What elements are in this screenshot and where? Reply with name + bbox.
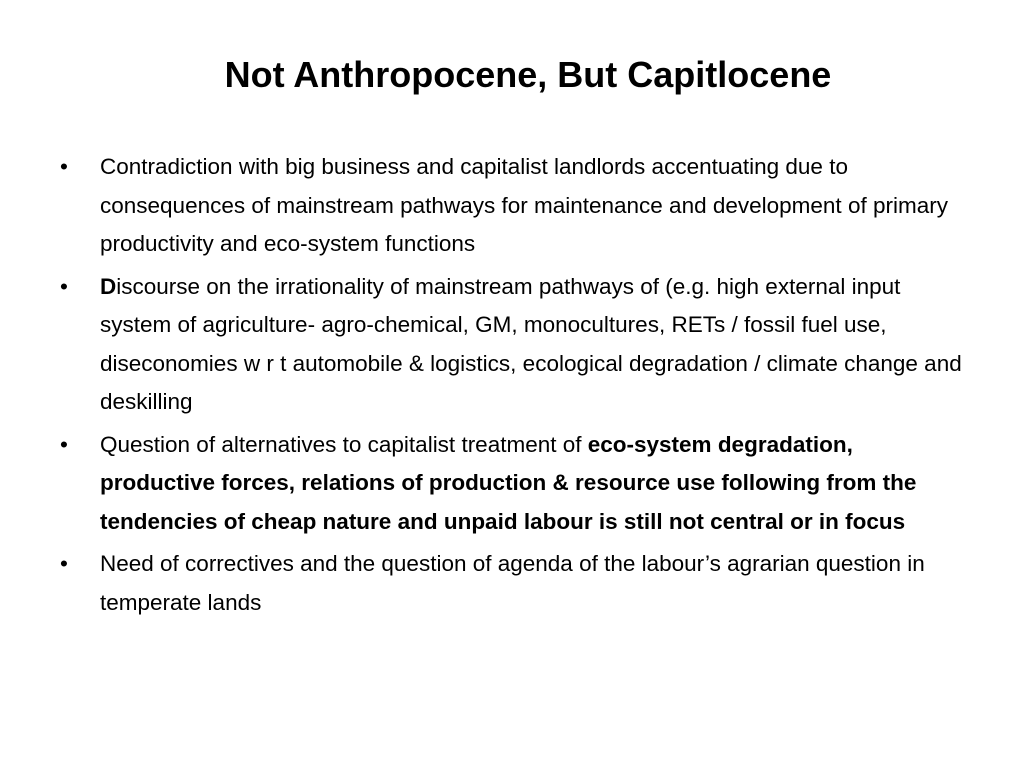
- bullet-text: Contradiction with big business and capitalist landlords accentuating due to consequences of mainstream pathways for maintenance and development of primary productivity and eco-system functions: [100, 154, 948, 256]
- bullet-text-bold: eco-system degradation, productive forces, relations of production & resource use following from the tendencies of cheap nature and unpaid labour is still not central or in focus: [100, 431, 917, 534]
- slide-title: Not Anthropocene, But Capitlocene: [224, 54, 832, 95]
- bullet-list: [60, 148, 965, 626]
- bullet-item: [60, 426, 965, 542]
- bullet-item: [60, 148, 965, 264]
- bullet-dot-icon: •: [60, 431, 68, 457]
- bullet-text: iscourse on the irrationality of mainstream pathways of (e.g. high external input system of agriculture- agro-chemical, GM, monocultures, RETs / fossil fuel use, diseconomies w r t automobile & logistics, ecological degradation / climate change and deskilling: [100, 273, 962, 414]
- bullet-text: Question of alternatives to capitalist treatment of: [100, 431, 588, 457]
- bullet-text: Need of correctives and the question of agenda of the labour’s agrarian question in temperate lands: [100, 551, 925, 615]
- bullet-item: [60, 545, 965, 622]
- bullet-dot-icon: •: [60, 154, 68, 179]
- bullet-item: [60, 268, 965, 422]
- bullet-dot-icon: •: [60, 273, 68, 299]
- bullet-dot-icon: •: [60, 551, 68, 576]
- bullet-text-bold: D: [100, 273, 117, 299]
